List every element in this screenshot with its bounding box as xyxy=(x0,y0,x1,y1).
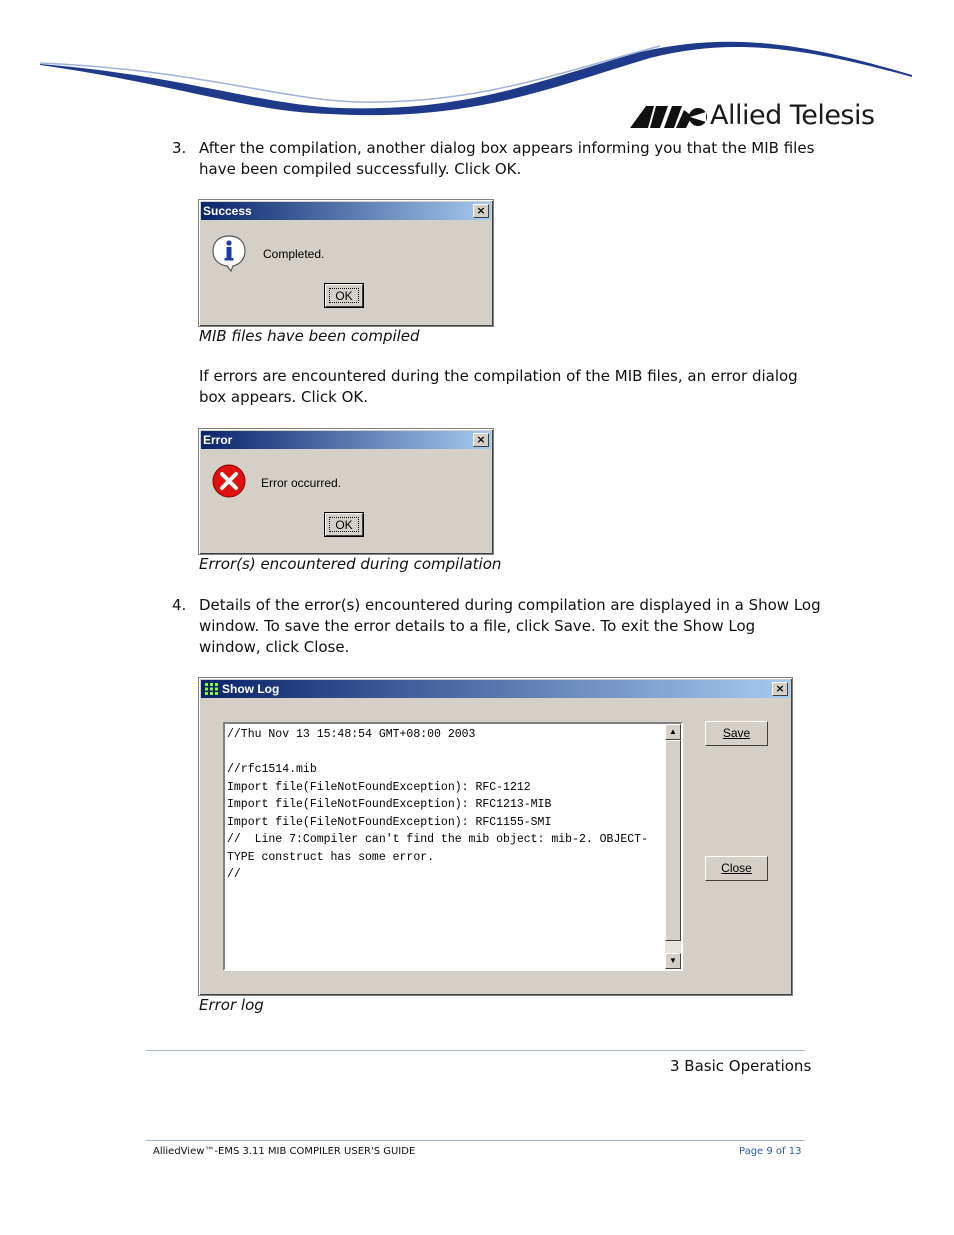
log-line: //rfc1514.mib xyxy=(227,763,317,776)
scroll-up-icon[interactable]: ▲ xyxy=(665,724,681,740)
step4-line2: window. To save the error details to a file, click Save. To exit the Show Log xyxy=(199,617,756,635)
scroll-down-icon[interactable]: ▼ xyxy=(665,953,681,969)
showlog-window xyxy=(198,677,793,996)
log-line: //Thu Nov 13 15:48:54 GMT+08:00 2003 xyxy=(227,728,476,741)
error-paragraph xyxy=(199,366,798,408)
error-message: Error occurred. xyxy=(261,476,342,490)
error-titlebar xyxy=(201,431,491,449)
save-button[interactable]: Save xyxy=(705,721,768,746)
success-title: Success xyxy=(203,204,252,218)
step3-line2: have been compiled successfully. Click OK. xyxy=(199,160,522,178)
log-line: Import file(FileNotFoundException): RFC1155-SMI xyxy=(227,815,552,829)
log-content xyxy=(227,726,648,884)
showlog-titlebar xyxy=(201,680,790,698)
close-icon[interactable]: × xyxy=(473,204,489,218)
close-button[interactable]: Close xyxy=(705,856,768,881)
caption-log: Error log xyxy=(199,996,264,1014)
log-line: // xyxy=(227,868,241,881)
step3-line1: After the compilation, another dialog box appears informing you that the MIB files xyxy=(199,139,815,157)
step-number: 4. xyxy=(172,596,187,614)
step4-line1: Details of the error(s) encountered during compilation are displayed in a Show Log xyxy=(199,596,821,614)
log-line: Import file(FileNotFoundException): RFC-1212 xyxy=(227,780,531,794)
error-dialog xyxy=(198,428,494,555)
info-icon xyxy=(211,234,247,272)
error-icon xyxy=(211,463,247,499)
log-line: Import file(FileNotFoundException): RFC1213-MIB xyxy=(227,798,552,811)
ok-button[interactable] xyxy=(325,513,363,536)
caption-success: MIB files have been compiled xyxy=(199,327,420,345)
step-number: 3. xyxy=(172,139,187,157)
step4-line3: window, click Close. xyxy=(199,638,350,656)
log-textarea[interactable] xyxy=(223,722,683,971)
brand-name: Allied Telesis xyxy=(710,100,875,131)
footer-divider xyxy=(146,1140,805,1141)
showlog-title: Show Log xyxy=(222,682,280,696)
log-line: // Line 7:Compiler can't find the mib object: mib-2. OBJECT- xyxy=(227,833,648,846)
close-icon[interactable]: × xyxy=(772,682,788,696)
log-scrollbar[interactable] xyxy=(665,724,681,969)
section-divider xyxy=(146,1050,805,1051)
error-para-line2: box appears. Click OK. xyxy=(199,388,368,406)
logo-mark-icon xyxy=(630,106,708,128)
close-icon[interactable]: × xyxy=(473,433,489,447)
ok-button-label: OK xyxy=(329,517,359,532)
page-number: Page 9 of 13 xyxy=(739,1146,802,1157)
error-title: Error xyxy=(203,433,233,447)
scroll-thumb[interactable] xyxy=(665,740,681,941)
ok-button-label: OK xyxy=(329,288,359,303)
grid-app-icon xyxy=(204,682,219,696)
ok-button[interactable] xyxy=(325,284,363,307)
success-titlebar xyxy=(201,202,491,220)
allied-telesis-logo xyxy=(630,100,875,134)
footer-title: AlliedView™-EMS 3.11 MIB COMPILER USER'S GUIDE xyxy=(153,1146,416,1157)
caption-error: Error(s) encountered during compilation xyxy=(199,555,502,573)
success-dialog xyxy=(198,199,494,327)
log-line xyxy=(227,744,648,762)
log-line: TYPE construct has some error. xyxy=(227,850,435,864)
step4-text xyxy=(199,595,821,658)
section-label: 3 Basic Operations xyxy=(670,1057,812,1075)
success-message: Completed. xyxy=(263,247,325,261)
error-para-line1: If errors are encountered during the compilation of the MIB files, an error dialog xyxy=(199,367,798,385)
step3-text xyxy=(199,138,814,180)
